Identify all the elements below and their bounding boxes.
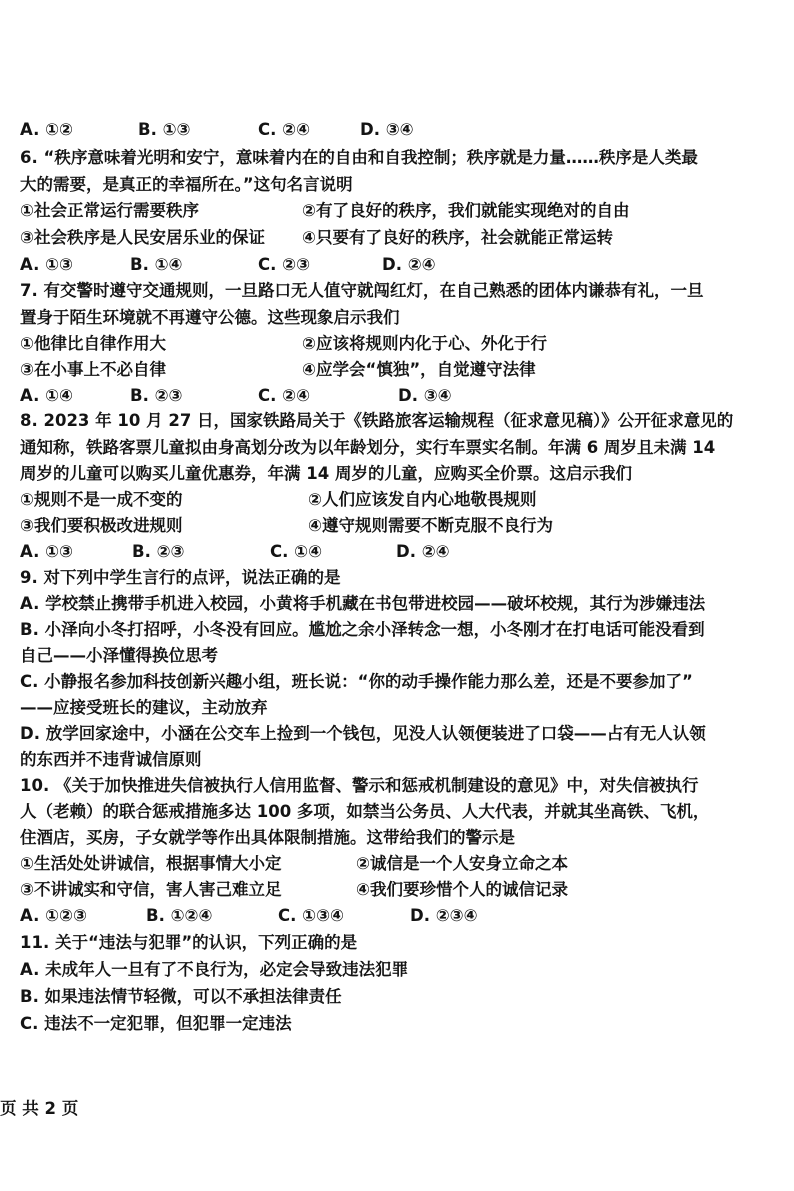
q8-options-row <box>0 541 794 563</box>
q6-option-c: C. ②③ <box>258 255 311 274</box>
q6-stem-line-2: 大的需要，是真正的幸福所在。”这句名言说明 <box>20 175 353 194</box>
q7-items-row-2 <box>0 359 794 381</box>
q8-item-1: ①规则不是一成不变的 <box>20 490 183 509</box>
q10-items-row-2 <box>0 879 794 901</box>
q6-item-4: ④只要有了良好的秩序，社会就能正常运转 <box>302 228 613 247</box>
q6-item-1: ①社会正常运行需要秩序 <box>20 201 199 220</box>
q7-stem-line-2: 置身于陌生环境就不再遵守公德。这些现象启示我们 <box>20 308 400 327</box>
q9-option-c-line-2: ——应接受班长的建议，主动放弃 <box>20 698 268 717</box>
q7-item-3: ③在小事上不必自律 <box>20 360 166 379</box>
q7-items-row-1 <box>0 333 794 355</box>
q6-option-b: B. ①④ <box>130 255 183 274</box>
q7-options-row <box>0 385 794 407</box>
q10-item-4: ④我们要珍惜个人的诚信记录 <box>356 880 568 899</box>
q8-items-row-1 <box>0 489 794 511</box>
q10-item-2: ②诚信是一个人安身立命之本 <box>356 854 568 873</box>
q7-item-1: ①他律比自律作用大 <box>20 334 166 353</box>
q9-option-b-line-1: B. 小泽向小冬打招呼，小冬没有回应。尴尬之余小泽转念一想，小冬刚才在打电话可能没看到 <box>20 620 705 639</box>
q10-item-1: ①生活处处讲诚信，根据事情大小定 <box>20 854 282 873</box>
q7-stem-line-1: 7. 有交警时遵守交通规则，一旦路口无人值守就闯红灯，在自己熟悉的团体内谦恭有礼，一旦 <box>20 281 704 300</box>
q7-item-2: ②应该将规则内化于心、外化于行 <box>302 334 547 353</box>
q7-option-b: B. ②③ <box>130 386 183 405</box>
q6-item-3: ③社会秩序是人民安居乐业的保证 <box>20 228 265 247</box>
q9-stem: 9. 对下列中学生言行的点评，说法正确的是 <box>20 568 341 587</box>
q5-option-b: B. ①③ <box>138 120 191 139</box>
q6-stem-line-1: 6. “秩序意味着光明和安宁，意味着内在的自由和自我控制；秩序就是力量……秩序是人类最 <box>20 148 698 167</box>
page-footer: 页 共 2 页 <box>0 1099 79 1118</box>
q8-stem-line-1: 8. 2023 年 10 月 27 日，国家铁路局关于《铁路旅客运输规程（征求意见稿）》公开征求意见的 <box>20 411 734 430</box>
q9-option-a-line-1: A. 学校禁止携带手机进入校园，小黄将手机藏在书包带进校园——破坏校规，其行为涉嫌违法 <box>20 594 706 613</box>
q6-options-row <box>0 254 794 276</box>
q8-option-a: A. ①③ <box>20 542 74 561</box>
q6-items-row-2 <box>0 227 794 249</box>
q8-stem-line-3: 周岁的儿童可以购买儿童优惠券，年满 14 周岁的儿童，应购买全价票。这启示我们 <box>20 464 632 483</box>
q10-items-row-1 <box>0 853 794 875</box>
q5-option-d: D. ③④ <box>360 120 414 139</box>
q8-option-c: C. ①④ <box>270 542 323 561</box>
q10-stem-line-1: 10. 《关于加快推进失信被执行人信用监督、警示和惩戒机制建设的意见》中，对失信被执行 <box>20 776 699 795</box>
q10-stem-line-2: 人（老赖）的联合惩戒措施多达 100 多项，如禁当公务员、人大代表，并就其坐高铁、飞机， <box>20 802 710 821</box>
q10-stem-line-3: 住酒店，买房，子女就学等作出具体限制措施。这带给我们的警示是 <box>20 828 515 847</box>
q8-item-3: ③我们要积极改进规则 <box>20 516 183 535</box>
q8-item-4: ④遵守规则需要不断克服不良行为 <box>308 516 553 535</box>
q5-option-a: A. ①② <box>20 120 74 139</box>
q10-option-b: B. ①②④ <box>146 906 213 925</box>
q9-option-b-line-2: 自己——小泽懂得换位思考 <box>20 646 218 665</box>
q11-option-c: C. 违法不一定犯罪，但犯罪一定违法 <box>20 1014 292 1033</box>
q5-options-row <box>0 119 794 141</box>
q9-option-d-line-1: D. 放学回家途中，小涵在公交车上捡到一个钱包，见没人认领便装进了口袋——占有无人认领 <box>20 724 706 743</box>
q11-option-b: B. 如果违法情节轻微，可以不承担法律责任 <box>20 987 342 1006</box>
q9-option-d-line-2: 的东西并不违背诚信原则 <box>20 750 202 769</box>
q7-option-d: D. ③④ <box>398 386 452 405</box>
q11-option-a: A. 未成年人一旦有了不良行为，必定会导致违法犯罪 <box>20 960 409 979</box>
q6-option-a: A. ①③ <box>20 255 74 274</box>
q6-items-row-1 <box>0 200 794 222</box>
q6-option-d: D. ②④ <box>382 255 436 274</box>
q7-option-a: A. ①④ <box>20 386 74 405</box>
q9-option-c-line-1: C. 小静报名参加科技创新兴趣小组，班长说：“你的动手操作能力那么差，还是不要参加了” <box>20 672 693 691</box>
q7-item-4: ④应学会“慎独”，自觉遵守法律 <box>302 360 536 379</box>
q8-stem-line-2: 通知称，铁路客票儿童拟由身高划分改为以年龄划分，实行车票实名制。年满 6 周岁且未满 14 <box>20 438 716 457</box>
q10-option-a: A. ①②③ <box>20 906 87 925</box>
q6-item-2: ②有了良好的秩序，我们就能实现绝对的自由 <box>302 201 630 220</box>
q7-option-c: C. ②④ <box>258 386 311 405</box>
q8-item-2: ②人们应该发自内心地敬畏规则 <box>308 490 537 509</box>
q10-option-d: D. ②③④ <box>410 906 478 925</box>
q10-options-row <box>0 905 794 927</box>
q10-option-c: C. ①③④ <box>278 906 345 925</box>
q8-option-b: B. ②③ <box>132 542 185 561</box>
q8-items-row-2 <box>0 515 794 537</box>
q10-item-3: ③不讲诚实和守信，害人害己难立足 <box>20 880 282 899</box>
q5-option-c: C. ②④ <box>258 120 311 139</box>
q11-stem: 11. 关于“违法与犯罪”的认识，下列正确的是 <box>20 933 358 952</box>
q8-option-d: D. ②④ <box>396 542 450 561</box>
